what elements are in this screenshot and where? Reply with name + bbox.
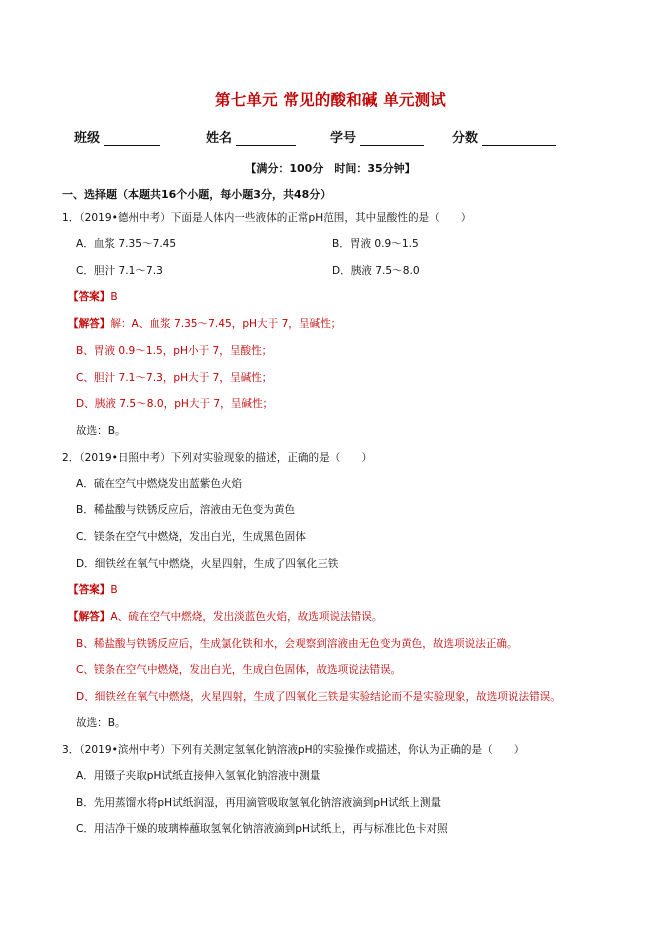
question-2-option-b: B．稀盐酸与铁锈反应后，溶液由无色变为黄色 (76, 504, 296, 516)
answer-label: 【答案】 (68, 584, 111, 596)
score-label: 分数 (452, 131, 479, 146)
question-1-option-d: D．胰液 7.5～8.0 (332, 265, 420, 277)
name-blank (236, 131, 296, 146)
question-2-explanation-2: B、稀盐酸与铁锈反应后，生成氯化铁和水，会观察到溶液由无色变为黄色，故选项说法正确。 (76, 638, 518, 650)
explanation-text: A、硫在空气中燃烧，发出淡蓝色火焰，故选项说法错误。 (110, 611, 383, 623)
question-2-conclusion: 故选：B。 (76, 717, 126, 729)
question-3-option-b: B．先用蒸馏水将pH试纸润湿，再用滴管吸取氢氧化钠溶液滴到pH试纸上测量 (76, 797, 442, 809)
score-field (452, 127, 556, 146)
answer-value: B (110, 291, 118, 303)
question-2-option-a: A．硫在空气中燃烧发出蓝紫色火焰 (76, 478, 243, 490)
question-1-option-b: B．胃液 0.9～1.5 (332, 238, 419, 250)
name-field (206, 127, 296, 146)
question-1-answer (68, 290, 118, 304)
question-1-explanation-1 (68, 317, 341, 331)
score-blank (482, 131, 556, 146)
question-1-explanation-2: B、胃液 0.9～1.5，pH小于 7，呈酸性； (76, 345, 273, 357)
explain-label: 【解答】 (68, 611, 111, 623)
question-3-option-a: A．用镊子夹取pH试纸直接伸入氢氧化钠溶液中测量 (76, 770, 321, 782)
question-2-explanation-3: C、镁条在空气中燃烧，发出白光，生成白色固体，故选项说法错误。 (76, 664, 402, 676)
explain-label: 【解答】 (68, 318, 111, 330)
question-3-option-c: C．用洁净干燥的玻璃棒蘸取氢氧化钠溶液滴到pH试纸上，再与标准比色卡对照 (76, 823, 448, 835)
question-2-stem: 2．（2019•日照中考）下列对实验现象的描述，正确的是（ ） (62, 452, 373, 464)
exam-meta: 【满分：100分 时间：35分钟】 (245, 162, 416, 175)
student-id-blank (360, 131, 424, 146)
question-1-conclusion: 故选：B。 (76, 425, 126, 437)
question-1-stem: 1．（2019•德州中考）下面是人体内一些液体的正常pH范围，其中显酸性的是（ ） (62, 212, 472, 224)
question-1-option-a: A．血浆 7.35～7.45 (76, 238, 177, 250)
class-field (74, 127, 160, 146)
student-id-label: 学号 (330, 131, 357, 146)
question-1-explanation-4: D、胰液 7.5～8.0，pH大于 7，呈碱性； (76, 398, 274, 410)
class-label: 班级 (74, 131, 101, 146)
answer-value: B (110, 584, 118, 596)
page-title: 第七单元 常见的酸和碱 单元测试 (215, 91, 446, 109)
class-blank (104, 131, 160, 146)
student-info-row (74, 127, 594, 149)
section-heading: 一、选择题（本题共16个小题，每小题3分，共48分） (62, 188, 332, 201)
student-id-field (330, 127, 424, 146)
question-2-option-c: C．镁条在空气中燃烧，发出白光，生成黑色固体 (76, 531, 306, 543)
question-2-explanation-1 (68, 610, 382, 624)
question-3-stem: 3．（2019•滨州中考）下列有关测定氢氧化钠溶液pH的实验操作或描述，你认为正确的是（ ） (62, 744, 525, 756)
answer-label: 【答案】 (68, 291, 111, 303)
question-1-explanation-3: C、胆汁 7.1～7.3，pH大于 7，呈碱性； (76, 372, 273, 384)
question-2-answer (68, 583, 118, 597)
name-label: 姓名 (206, 131, 233, 146)
question-2-option-d: D．细铁丝在氧气中燃烧，火星四射，生成了四氧化三铁 (76, 558, 339, 570)
explanation-text: 解：A、血浆 7.35～7.45，pH大于 7，呈碱性； (110, 318, 342, 330)
question-2-explanation-4: D、细铁丝在氧气中燃烧，火星四射，生成了四氧化三铁是实验结论而不是实验现象，故选项说法错误。 (76, 691, 561, 703)
question-1-option-c: C．胆汁 7.1～7.3 (76, 265, 163, 277)
